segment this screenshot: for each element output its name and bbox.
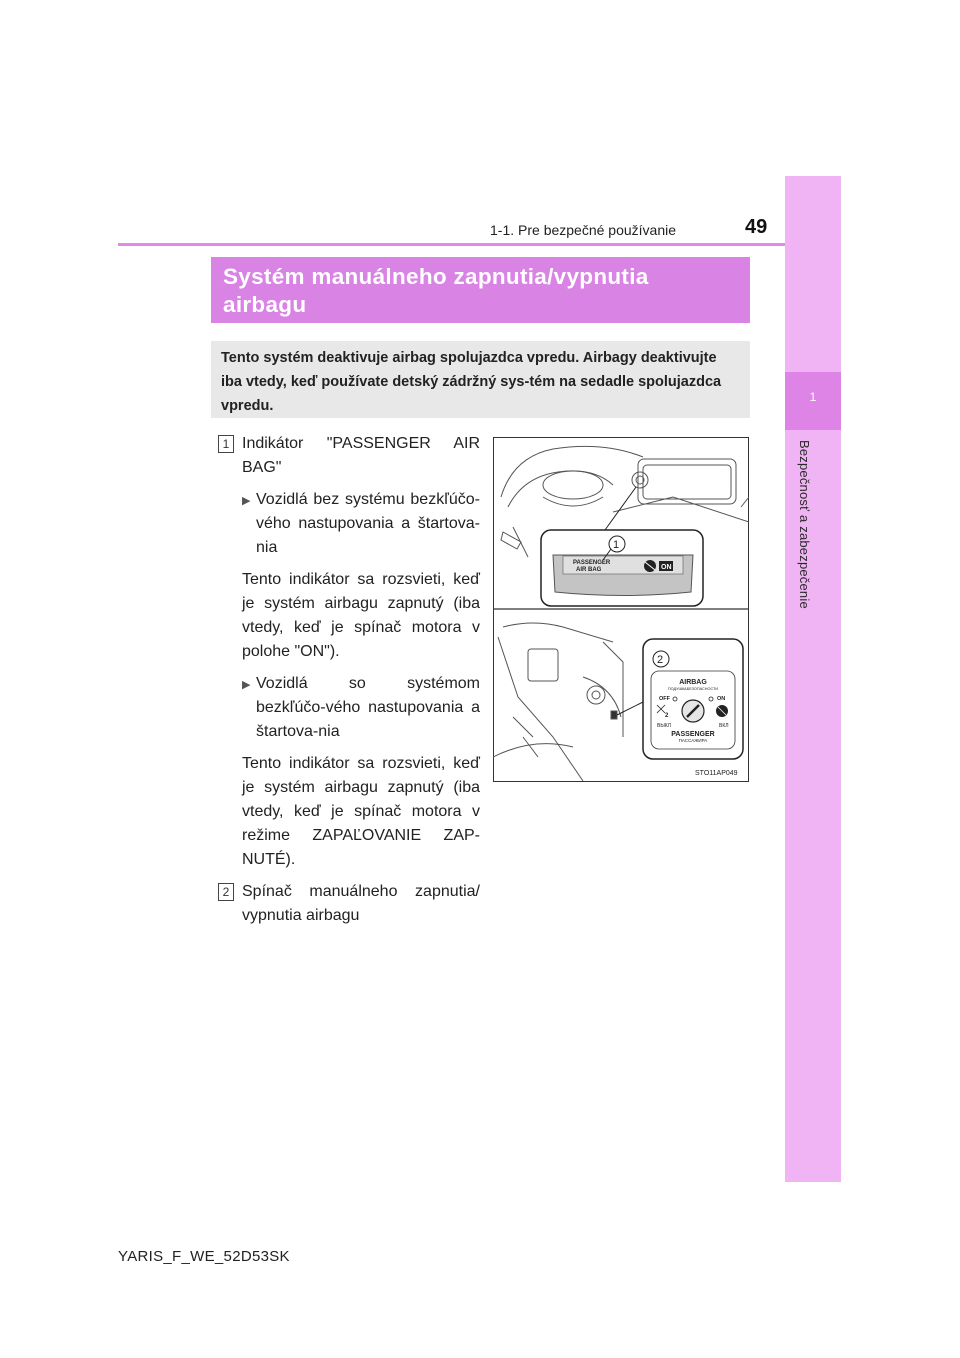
item-number: 1 [218, 435, 234, 453]
intro-box: Tento systém deaktivuje airbag spolujazdca vpredu. Airbagy deaktivujte iba vtedy, keď používate detský zádržný sys-tém na sedadle spolujazdca vpredu. [211, 341, 750, 418]
bullet-text: Vozidlá bez systému bezkľúčo-vého nastupovania a štartova-nia [256, 491, 480, 556]
list-item [218, 432, 480, 480]
list-item [218, 880, 480, 928]
switch-on-ru-label: ВКЛ [719, 723, 729, 729]
switch-airbag-ru-label: ПОДУШКАБЕЗОПАСНОСТИ [667, 687, 719, 691]
chapter-label: Bezpečnosť a zabezpečenie [797, 440, 812, 609]
indicator-inset [541, 530, 703, 606]
indicator-on: ON [661, 564, 672, 571]
indicator-label-1: PASSENGER [573, 560, 611, 566]
item-list [218, 432, 480, 928]
callout-1: 1 [613, 539, 620, 551]
bullet-item [242, 672, 480, 744]
triangle-bullet-icon: ▶ [242, 495, 251, 507]
triangle-bullet-icon: ▶ [242, 679, 251, 691]
bullet-item [242, 488, 480, 560]
item-text: Spínač manuálneho zapnutia/ vypnutia airbagu [242, 883, 480, 924]
indicator-label-2: AIR BAG [576, 567, 602, 573]
chapter-number: 1 [809, 390, 817, 404]
switch-on-label: ON [717, 696, 726, 702]
item-text: Indikátor "PASSENGER AIR BAG" [242, 435, 480, 476]
svg-text:2: 2 [665, 713, 669, 719]
item-number: 2 [218, 883, 234, 901]
switch-airbag-label: AIRBAG [679, 679, 707, 686]
section-title: 1-1. Pre bezpečné používanie [490, 222, 677, 238]
header-rule [118, 243, 785, 246]
callout-2: 2 [657, 654, 664, 666]
bullet-paragraph: Tento indikátor sa rozsvieti, keď je systém airbagu zapnutý (iba vtedy, keď je spínač motora v polohe "ON"). [242, 571, 480, 660]
bullet-paragraph: Tento indikátor sa rozsvieti, keď je systém airbagu zapnutý (iba vtedy, keď je spínač motora v režime ZAPAĽOVANIE ZAP-NUTÉ). [242, 755, 480, 868]
airbag-switch-inset [643, 639, 743, 759]
section-heading: Systém manuálneho zapnutia/vypnutia airbagu [211, 257, 750, 323]
bullet-text: Vozidlá so systémom bezkľúčo-vého nastupovania a štartova-nia [256, 675, 480, 740]
page-number: 49 [745, 216, 768, 238]
switch-off-label: OFF [659, 696, 670, 702]
switch-off-ru-label: ВЫКЛ [657, 723, 671, 729]
switch-passenger-label: PASSENGER [671, 731, 715, 738]
dashboard-illustration [493, 437, 749, 782]
footer-code: YARIS_F_WE_52D53SK [118, 1248, 290, 1265]
figure-code: STO11AP049 [695, 770, 738, 777]
switch-passenger-ru-label: ПАССАЖИРА [678, 738, 708, 743]
